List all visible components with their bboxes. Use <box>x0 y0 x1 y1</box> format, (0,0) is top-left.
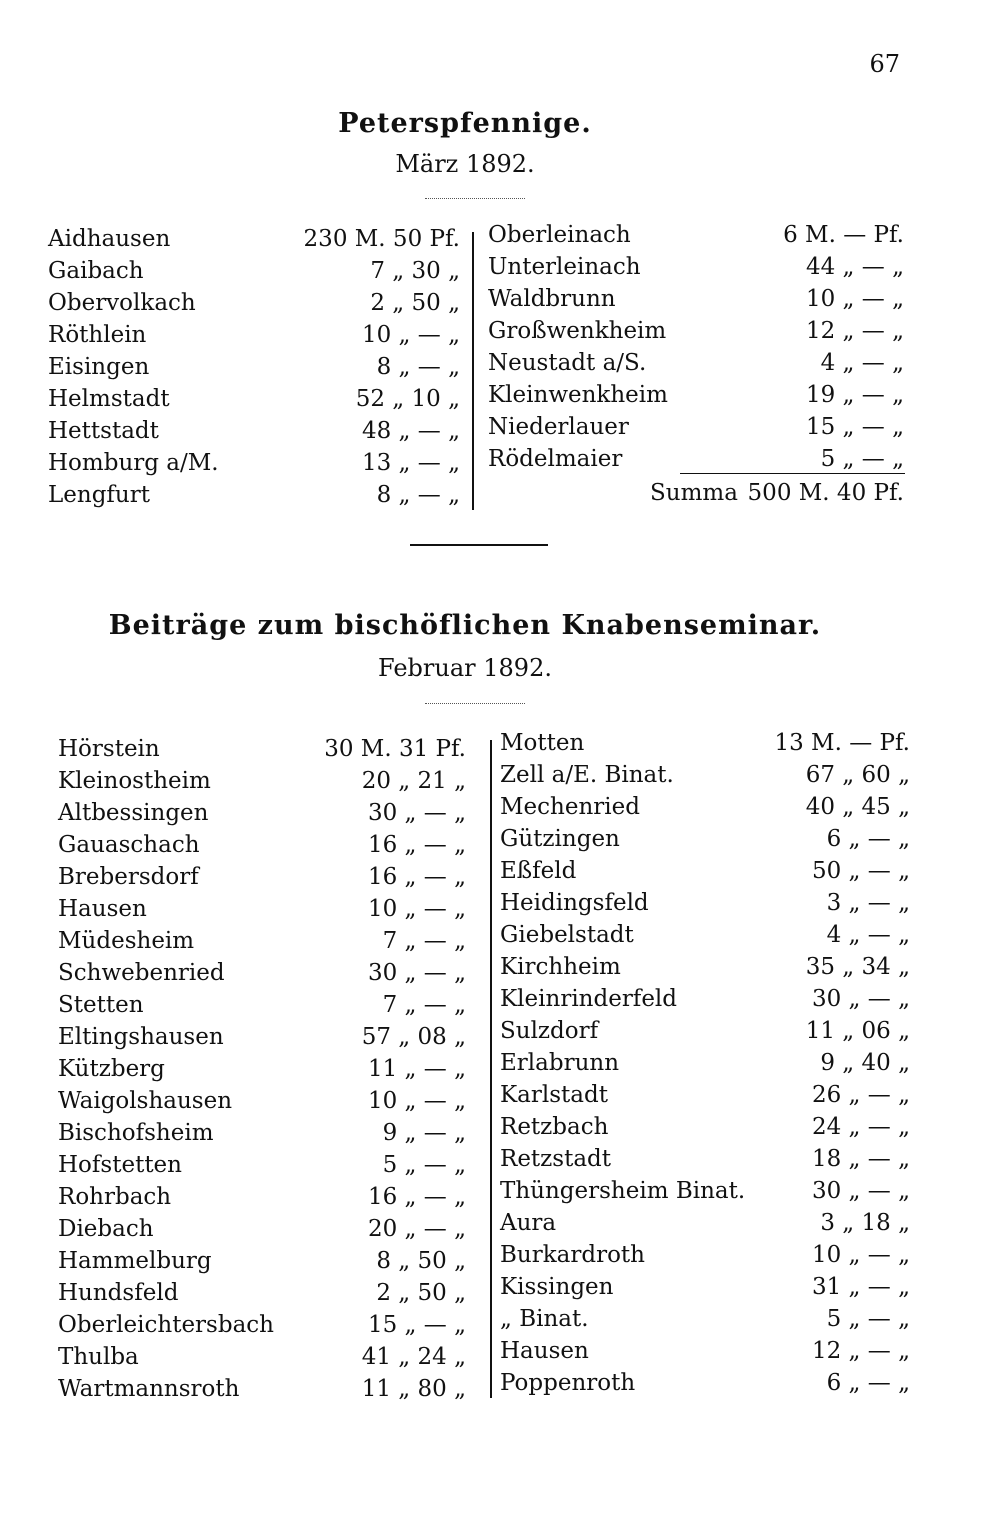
list-item <box>58 1216 466 1248</box>
place-name: Heidingsfeld <box>500 890 649 916</box>
place-name: Hausen <box>500 1338 589 1364</box>
section1-date: März 1892. <box>395 150 535 178</box>
list-item <box>500 858 910 890</box>
place-name: Mechenried <box>500 794 640 820</box>
list-item <box>58 864 466 896</box>
place-name: Giebelstadt <box>500 922 634 948</box>
place-name: Neustadt a/S. <box>488 350 647 376</box>
list-item <box>58 1280 466 1312</box>
amount: 50 „ — „ <box>811 858 910 884</box>
list-item <box>488 318 904 350</box>
summa-label: Summa <box>650 480 738 506</box>
place-name: Eltingshausen <box>58 1024 224 1050</box>
place-name: Stetten <box>58 992 144 1018</box>
section2-ornament <box>425 703 525 706</box>
amount: 6 M. — Pf. <box>783 222 904 248</box>
list-item <box>488 286 904 318</box>
amount: 10 „ — „ <box>811 1242 910 1268</box>
list-item <box>500 794 910 826</box>
section2-divider <box>490 740 492 1398</box>
place-name: Aura <box>500 1210 557 1236</box>
place-name: Erlabrunn <box>500 1050 620 1076</box>
place-name: Zell a/E. Binat. <box>500 762 674 788</box>
list-item <box>500 1114 910 1146</box>
place-name: Röthlein <box>48 322 147 348</box>
amount: 16 „ — „ <box>367 832 466 858</box>
amount: 8 „ 50 „ <box>376 1248 466 1274</box>
list-item <box>48 418 460 450</box>
list-item <box>500 1178 910 1210</box>
amount: 40 „ 45 „ <box>805 794 910 820</box>
list-item <box>500 1050 910 1082</box>
list-item <box>58 800 466 832</box>
list-item <box>58 1312 466 1344</box>
amount: 19 „ — „ <box>805 382 904 408</box>
section1-divider <box>472 232 474 510</box>
place-name: Eßfeld <box>500 858 577 884</box>
place-name: Kützberg <box>58 1056 165 1082</box>
list-item <box>500 1210 910 1242</box>
list-item <box>58 1120 466 1152</box>
place-name: Gützingen <box>500 826 620 852</box>
place-name: Rohrbach <box>58 1184 172 1210</box>
place-name: Großwenkheim <box>488 318 667 344</box>
section1-right-column <box>488 222 904 478</box>
place-name: Waigolshausen <box>58 1088 233 1114</box>
place-name: Eisingen <box>48 354 150 380</box>
place-name: Hammelburg <box>58 1248 212 1274</box>
amount: 30 „ — „ <box>811 1178 910 1204</box>
list-item <box>500 1146 910 1178</box>
amount: 5 „ — „ <box>382 1152 466 1178</box>
list-item <box>488 350 904 382</box>
summa-rule <box>680 473 905 474</box>
place-name: Aidhausen <box>48 226 171 252</box>
amount: 30 „ — „ <box>367 960 466 986</box>
list-item <box>58 1248 466 1280</box>
amount: 52 „ 10 „ <box>355 386 460 412</box>
place-name: Müdesheim <box>58 928 195 954</box>
place-name: Kleinostheim <box>58 768 211 794</box>
list-item <box>500 1082 910 1114</box>
list-item <box>58 1152 466 1184</box>
amount: 15 „ — „ <box>805 414 904 440</box>
list-item <box>500 890 910 922</box>
section1-title: Peterspfennige. <box>338 108 592 139</box>
amount: 10 „ — „ <box>367 896 466 922</box>
amount: 2 „ 50 „ <box>376 1280 466 1306</box>
amount: 11 „ — „ <box>367 1056 466 1082</box>
place-name: „ Binat. <box>500 1306 589 1332</box>
section1-left-column <box>48 226 460 514</box>
list-item <box>500 730 910 762</box>
list-item <box>58 1344 466 1376</box>
amount: 9 „ — „ <box>382 1120 466 1146</box>
amount: 44 „ — „ <box>805 254 904 280</box>
list-item <box>58 768 466 800</box>
place-name: Kleinrinderfeld <box>500 986 678 1012</box>
list-item <box>58 1088 466 1120</box>
amount: 2 „ 50 „ <box>370 290 460 316</box>
amount: 16 „ — „ <box>367 864 466 890</box>
place-name: Diebach <box>58 1216 154 1242</box>
list-item <box>58 960 466 992</box>
place-name: Hettstadt <box>48 418 159 444</box>
list-item <box>58 736 466 768</box>
amount: 230 M. 50 Pf. <box>303 226 460 252</box>
place-name: Hofstetten <box>58 1152 182 1178</box>
amount: 20 „ — „ <box>367 1216 466 1242</box>
place-name: Karlstadt <box>500 1082 608 1108</box>
place-name: Kirchheim <box>500 954 621 980</box>
list-item <box>488 222 904 254</box>
place-name: Poppenroth <box>500 1370 636 1396</box>
place-name: Unterleinach <box>488 254 641 280</box>
amount: 20 „ 21 „ <box>361 768 466 794</box>
amount: 9 „ 40 „ <box>820 1050 910 1076</box>
amount: 30 „ — „ <box>811 986 910 1012</box>
list-item <box>58 928 466 960</box>
amount: 31 „ — „ <box>811 1274 910 1300</box>
amount: 12 „ — „ <box>811 1338 910 1364</box>
place-name: Burkardroth <box>500 1242 645 1268</box>
place-name: Retzbach <box>500 1114 609 1140</box>
amount: 13 M. — Pf. <box>774 730 910 756</box>
amount: 41 „ 24 „ <box>361 1344 466 1370</box>
place-name: Rödelmaier <box>488 446 623 472</box>
list-item <box>48 482 460 514</box>
amount: 24 „ — „ <box>811 1114 910 1140</box>
place-name: Niederlauer <box>488 414 629 440</box>
amount: 11 „ 80 „ <box>361 1376 466 1402</box>
amount: 8 „ — „ <box>376 354 460 380</box>
amount: 30 „ — „ <box>367 800 466 826</box>
amount: 48 „ — „ <box>361 418 460 444</box>
list-item <box>58 992 466 1024</box>
place-name: Bischofsheim <box>58 1120 214 1146</box>
place-name: Gauaschach <box>58 832 200 858</box>
amount: 6 „ — „ <box>826 1370 910 1396</box>
place-name: Homburg a/M. <box>48 450 219 476</box>
list-item <box>58 1024 466 1056</box>
page-number: 67 <box>869 50 900 78</box>
list-item <box>58 832 466 864</box>
list-item <box>48 450 460 482</box>
amount: 5 „ — „ <box>820 446 904 472</box>
section2-title: Beiträge zum bischöflichen Knabenseminar. <box>108 610 822 641</box>
place-name: Motten <box>500 730 585 756</box>
list-item <box>500 1242 910 1274</box>
place-name: Sulzdorf <box>500 1018 599 1044</box>
list-item <box>488 414 904 446</box>
place-name: Hundsfeld <box>58 1280 179 1306</box>
amount: 7 „ 30 „ <box>370 258 460 284</box>
amount: 4 „ — „ <box>826 922 910 948</box>
list-item <box>58 1376 466 1408</box>
place-name: Retzstadt <box>500 1146 612 1172</box>
amount: 10 „ — „ <box>367 1088 466 1114</box>
place-name: Kleinwenkheim <box>488 382 668 408</box>
amount: 15 „ — „ <box>367 1312 466 1338</box>
list-item <box>500 1274 910 1306</box>
list-item <box>500 1306 910 1338</box>
list-item <box>48 322 460 354</box>
amount: 57 „ 08 „ <box>361 1024 466 1050</box>
section-separator <box>410 544 548 546</box>
place-name: Waldbrunn <box>488 286 616 312</box>
amount: 16 „ — „ <box>367 1184 466 1210</box>
list-item <box>58 896 466 928</box>
amount: 7 „ — „ <box>382 992 466 1018</box>
amount: 12 „ — „ <box>805 318 904 344</box>
list-item <box>500 986 910 1018</box>
amount: 4 „ — „ <box>820 350 904 376</box>
amount: 13 „ — „ <box>361 450 460 476</box>
amount: 3 „ — „ <box>826 890 910 916</box>
amount: 10 „ — „ <box>361 322 460 348</box>
list-item <box>500 954 910 986</box>
amount: 8 „ — „ <box>376 482 460 508</box>
list-item <box>48 226 460 258</box>
place-name: Thulba <box>58 1344 139 1370</box>
list-item <box>500 1338 910 1370</box>
place-name: Thüngersheim Binat. <box>500 1178 746 1204</box>
place-name: Altbessingen <box>58 800 209 826</box>
place-name: Hörstein <box>58 736 160 762</box>
section2-left-column <box>58 736 466 1408</box>
list-item <box>58 1056 466 1088</box>
place-name: Lengfurt <box>48 482 150 508</box>
list-item <box>48 290 460 322</box>
amount: 3 „ 18 „ <box>820 1210 910 1236</box>
list-item <box>500 1370 910 1402</box>
list-item <box>58 1184 466 1216</box>
amount: 30 M. 31 Pf. <box>324 736 466 762</box>
amount: 5 „ — „ <box>826 1306 910 1332</box>
list-item <box>500 922 910 954</box>
amount: 6 „ — „ <box>826 826 910 852</box>
place-name: Brebersdorf <box>58 864 199 890</box>
place-name: Gaibach <box>48 258 144 284</box>
list-item <box>48 258 460 290</box>
list-item <box>500 826 910 858</box>
amount: 18 „ — „ <box>811 1146 910 1172</box>
amount: 35 „ 34 „ <box>805 954 910 980</box>
place-name: Kissingen <box>500 1274 614 1300</box>
amount: 10 „ — „ <box>805 286 904 312</box>
list-item <box>488 254 904 286</box>
place-name: Oberleichtersbach <box>58 1312 274 1338</box>
place-name: Wartmannsroth <box>58 1376 240 1402</box>
amount: 26 „ — „ <box>811 1082 910 1108</box>
amount: 7 „ — „ <box>382 928 466 954</box>
place-name: Schwebenried <box>58 960 225 986</box>
section2-date: Februar 1892. <box>378 654 552 682</box>
list-item <box>48 354 460 386</box>
place-name: Obervolkach <box>48 290 196 316</box>
amount: 67 „ 60 „ <box>805 762 910 788</box>
section1-ornament <box>425 198 525 201</box>
place-name: Hausen <box>58 896 147 922</box>
place-name: Helmstadt <box>48 386 170 412</box>
section2-right-column <box>500 730 910 1402</box>
summa-value: 500 M. 40 Pf. <box>747 480 904 506</box>
amount: 11 „ 06 „ <box>805 1018 910 1044</box>
place-name: Oberleinach <box>488 222 631 248</box>
list-item <box>488 382 904 414</box>
list-item <box>500 762 910 794</box>
list-item <box>500 1018 910 1050</box>
list-item <box>48 386 460 418</box>
